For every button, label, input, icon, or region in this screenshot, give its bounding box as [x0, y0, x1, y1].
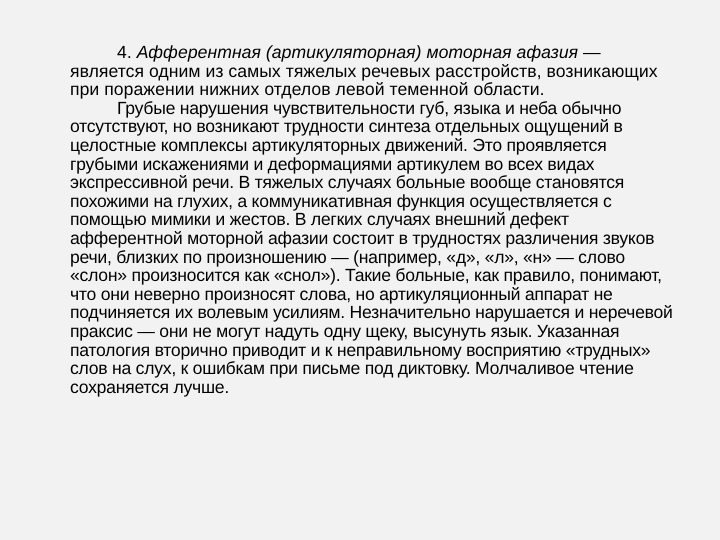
item-number: 4.	[117, 42, 137, 62]
paragraph-symptoms: Грубые нарушения чувствительности губ, языка и неба обычно отсутствуют, но возникают трудности синтеза отдельных ощущений в целостные комплексы артикуляторных движений. Это проявляется грубыми искажениями и деформациями артикулем во всех видах экспрессивной речи. В тяжелых случаях больные вообще становятся похожими на глухих, а коммуникативная функция осуществляется с помощью мимики и жестов. В легких случаях внешний дефект афферентной моторной афазии состоит в трудностях различения звуков речи, близких по произношению — (например, «д», «л», «н» — слово «слон» произносится как «снол»). Такие больные, как правило, понимают, что они неверно произносят слова, но артикуляционный аппарат не подчиняется их волевым усилиям. Незначительно нарушается и неречевой праксис — они не могут надуть одну щеку, высунуть язык. Указанная патология вторично приводит и к неправильному восприятию «трудных» слов на слух, к ошибкам при письме под диктовку. Молчаливое чтение сохраняется лучше.	[70, 97, 673, 397]
definition-text: — является одним из самых тяжелых речевых расстройств, возникающих при поражении нижних отделов левой теменной области.	[70, 42, 658, 100]
paragraph-afferent-aphasia-definition	[70, 43, 678, 99]
term-afferent-motor-aphasia: Афферентная (артикуляторная) моторная афазия	[136, 42, 579, 62]
text-body	[70, 43, 678, 396]
